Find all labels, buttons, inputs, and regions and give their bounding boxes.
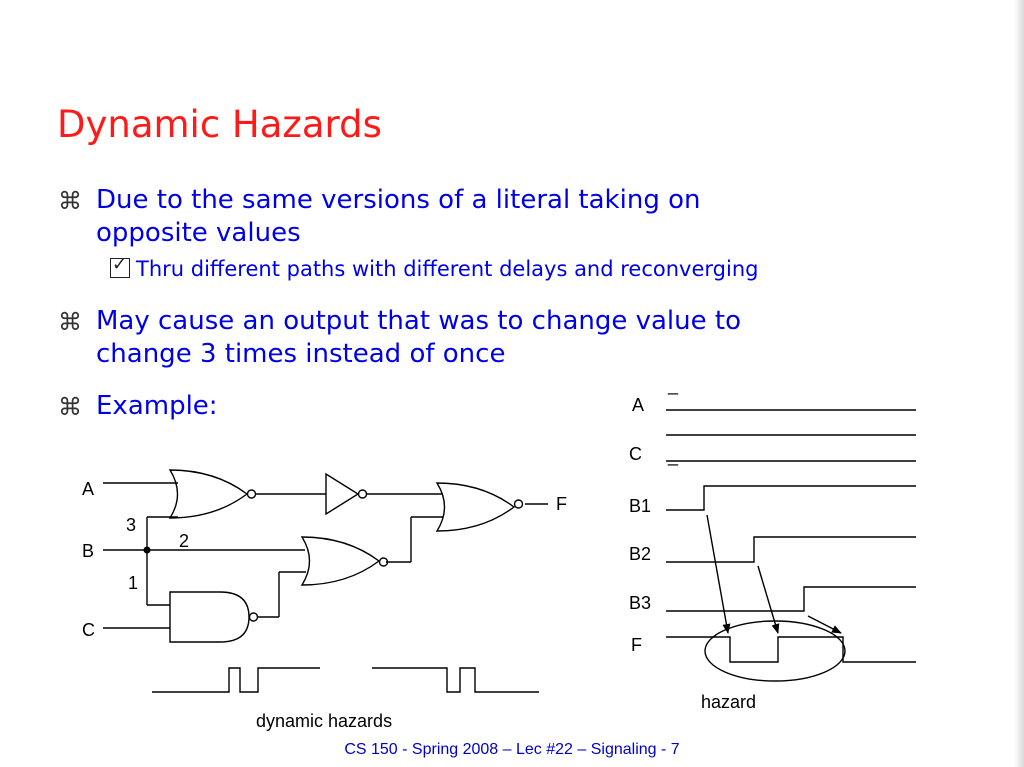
timing-label-f: F xyxy=(631,635,642,655)
checkbox-icon: ✓ xyxy=(110,258,130,278)
input-label-b: B xyxy=(82,541,95,561)
hazard-ellipse xyxy=(705,621,845,681)
nor-gate-top xyxy=(170,470,256,518)
bullet-1-text: Due to the same versions of a literal taking on opposite values xyxy=(96,185,701,248)
output-label-f: F xyxy=(556,494,567,514)
delay-label-3: 3 xyxy=(126,515,137,535)
hazard-label: hazard xyxy=(701,692,757,712)
nor-gate-middle xyxy=(302,537,388,585)
input-label-a: A xyxy=(82,479,95,499)
hazard-waveforms xyxy=(152,668,539,692)
slide-footer: CS 150 - Spring 2008 – Lec #22 – Signaling - 7 xyxy=(344,741,680,758)
delay-label-2: 2 xyxy=(179,531,190,551)
timing-label-b2: B2 xyxy=(629,544,652,564)
nor-gate-output xyxy=(437,483,523,531)
wave-b1 xyxy=(666,486,916,510)
timing-label-a: A xyxy=(632,395,645,415)
timing-label-b3: B3 xyxy=(629,593,652,613)
a-bar-mark: _ xyxy=(668,375,679,395)
input-label-c: C xyxy=(82,620,95,640)
circuit-caption: dynamic hazards xyxy=(256,711,393,731)
timing-label-b1: B1 xyxy=(629,496,652,516)
sub-bullet-text: Thru different paths with different delays and reconverging xyxy=(136,257,759,281)
slide-title: Dynamic Hazards xyxy=(57,103,382,146)
command-icon: ⌘ xyxy=(58,187,82,215)
bullet-2-text: May cause an output that was to change value to change 3 times instead of once xyxy=(96,306,741,369)
junction-dot xyxy=(144,547,150,553)
bullet-3-text: Example: xyxy=(96,391,218,421)
timing-label-c: C xyxy=(629,444,642,464)
inverter-gate xyxy=(326,474,367,514)
nand-gate xyxy=(170,592,258,642)
wave-b3 xyxy=(666,587,916,611)
circuit-diagram xyxy=(103,470,548,692)
arrow-b2-to-f xyxy=(758,566,778,633)
command-icon: ⌘ xyxy=(58,393,82,421)
c-bar-mark: _ xyxy=(668,446,679,466)
timing-diagram xyxy=(666,410,916,681)
delay-label-1: 1 xyxy=(128,573,139,593)
wave-b2 xyxy=(666,537,916,562)
command-icon: ⌘ xyxy=(58,308,82,336)
arrow-b1-to-f xyxy=(707,515,728,633)
wave-f xyxy=(666,637,916,662)
